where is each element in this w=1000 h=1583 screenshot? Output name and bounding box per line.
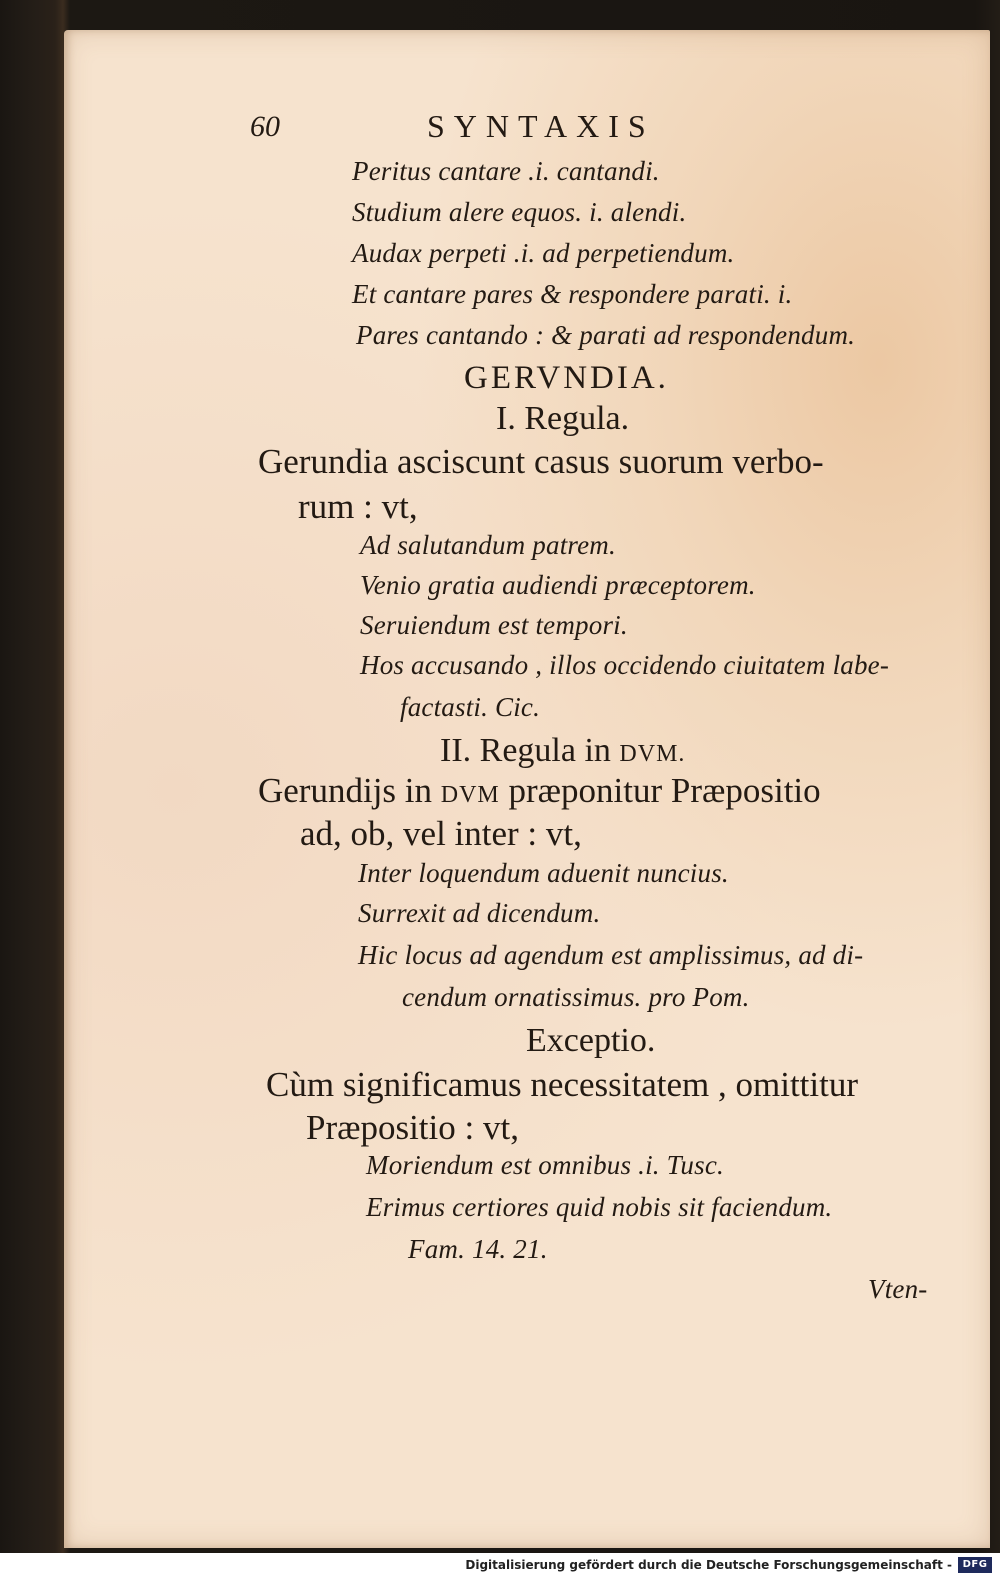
example-line: Pares cantando : & parati ad respondendum. bbox=[356, 320, 856, 350]
example-line: Hos accusando , illos occidendo ciuitatem labe- bbox=[360, 650, 890, 680]
catchword: Vten- bbox=[868, 1274, 928, 1304]
exception-text: Præpositio : vt, bbox=[306, 1108, 519, 1147]
exception-title: Exceptio. bbox=[526, 1022, 656, 1059]
example-line: Hic locus ad agendum est amplissimus, ad di- bbox=[358, 940, 864, 970]
page-number: 60 bbox=[250, 110, 280, 143]
example-line: factasti. Cic. bbox=[400, 692, 541, 722]
rule-2-text-a: Gerundijs in bbox=[258, 771, 433, 810]
rule-2-text: ad, ob, vel inter : vt, bbox=[300, 814, 582, 853]
example-line: Surrexit ad dicendum. bbox=[358, 898, 601, 928]
rule-2-text-smallcaps: DVM bbox=[440, 782, 500, 808]
section-title: GERVNDIA. bbox=[464, 360, 669, 396]
example-line: Venio gratia audiendi præceptorem. bbox=[360, 570, 756, 600]
running-head: SYNTAXIS bbox=[427, 108, 655, 144]
example-line: cendum ornatissimus. pro Pom. bbox=[402, 982, 750, 1012]
example-line: Inter loquendum aduenit nuncius. bbox=[358, 858, 729, 888]
example-line: Peritus cantare .i. cantandi. bbox=[352, 156, 660, 186]
rule-2-title-prefix: II. Regula in bbox=[440, 732, 611, 769]
example-line: Erimus certiores quid nobis sit faciendum. bbox=[366, 1192, 833, 1222]
rule-2-text bbox=[258, 773, 821, 808]
example-line: Et cantare pares & respondere parati. i. bbox=[352, 279, 793, 309]
rule-2-title bbox=[440, 734, 685, 768]
rule-1-title: I. Regula. bbox=[496, 400, 630, 437]
example-line: Ad salutandum patrem. bbox=[360, 530, 616, 560]
example-line: Moriendum est omnibus .i. Tusc. bbox=[366, 1150, 724, 1180]
rule-1-text: Gerundia asciscunt casus suorum verbo- bbox=[258, 442, 824, 481]
rule-1-text: rum : vt, bbox=[298, 487, 418, 526]
example-line: Studium alere equos. i. alendi. bbox=[352, 197, 687, 227]
example-line: Seruiendum est tempori. bbox=[360, 610, 628, 640]
example-line: Audax perpeti .i. ad perpetiendum. bbox=[352, 238, 735, 268]
example-line: Fam. 14. 21. bbox=[408, 1234, 548, 1264]
footer-credit: Digitalisierung gefördert durch die Deutsche Forschungsgemeinschaft - bbox=[465, 1558, 952, 1572]
dfg-logo: DFG bbox=[958, 1557, 992, 1573]
exception-text: Cùm significamus necessitatem , omittitur bbox=[266, 1065, 858, 1104]
rule-2-text-b: præponitur Præpositio bbox=[508, 771, 821, 810]
rule-2-title-smallcaps: DVM. bbox=[619, 741, 686, 767]
